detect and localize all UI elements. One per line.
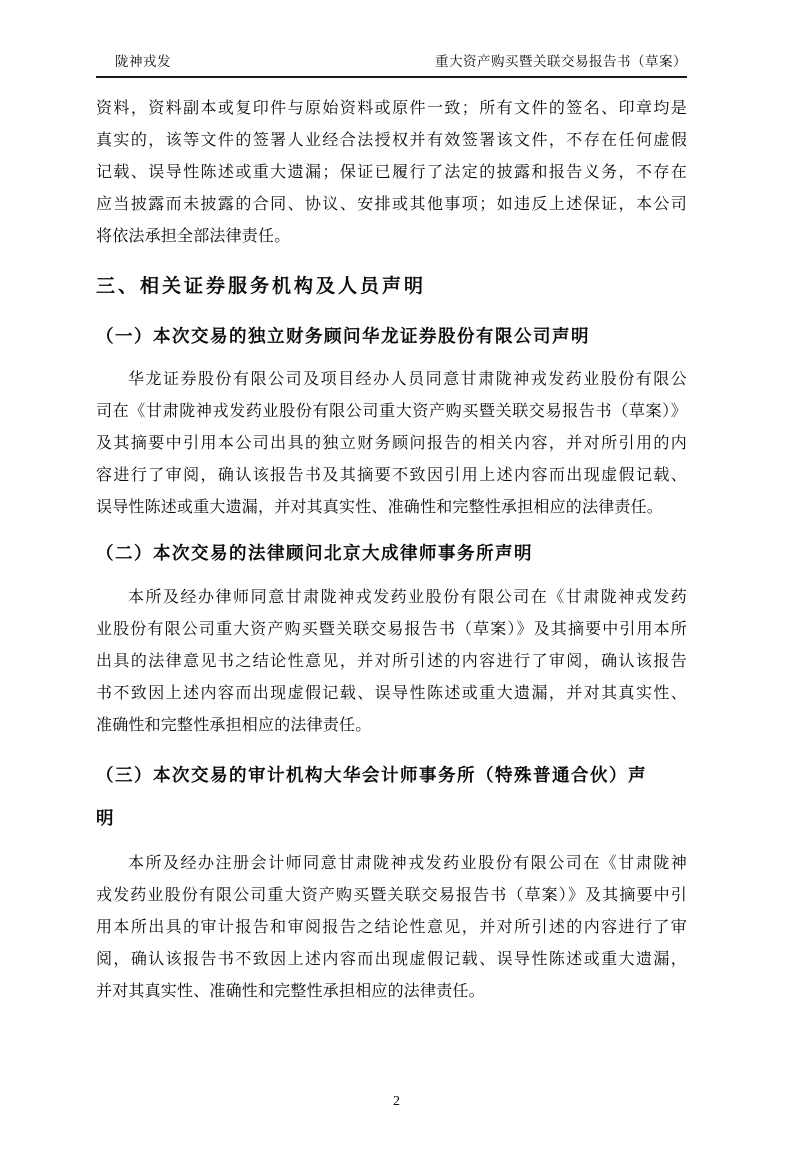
auditor-statement-paragraph — [96, 848, 687, 1008]
paragraph-line: 阅，确认该报告书不致因上述内容而出现虚假记载、误导性陈述或重大遗漏， — [96, 951, 687, 968]
paragraph-line: 记载、误导性陈述或重大遗漏；保证已履行了法定的披露和报告义务，不存在 — [96, 164, 687, 181]
paragraph-line: 资料，资料副本或复印件与原始资料或原件一致；所有文件的签名、印章均是 — [96, 100, 687, 117]
running-header — [96, 54, 687, 78]
subsection-heading-3 — [96, 754, 687, 840]
subsection-heading-2: （二）本次交易的法律顾问北京大成律师事务所声明 — [96, 543, 533, 563]
paragraph-line: 华龙证券股份有限公司及项目经办人员同意甘肃陇神戎发药业股份有限公 — [128, 371, 687, 388]
paragraph-line: 书不致因上述内容而出现虚假记载、误导性陈述或重大遗漏，并对其真实性、 — [96, 685, 687, 702]
paragraph-line: 将依法承担全部法律责任。 — [96, 228, 291, 245]
paragraph-line: 真实的，该等文件的签署人业经合法授权并有效签署该文件，不存在任何虚假 — [96, 132, 687, 149]
paragraph-line: 准确性和完整性承担相应的法律责任。 — [96, 717, 372, 734]
declaration-paragraph — [96, 93, 687, 253]
paragraph-line: 司在《甘肃陇神戎发药业股份有限公司重大资产购买暨关联交易报告书（草案）》 — [96, 403, 687, 420]
paragraph-line: 误导性陈述或重大遗漏，并对其真实性、准确性和完整性承担相应的法律责任。 — [96, 499, 664, 516]
paragraph-line: 出具的法律意见书之结论性意见，并对所引述的内容进行了审阅，确认该报告 — [96, 653, 687, 670]
paragraph-line: 及其摘要中引用本公司出具的独立财务顾问报告的相关内容，并对所引用的内 — [96, 435, 687, 452]
paragraph-line: 本所及经办律师同意甘肃陇神戎发药业股份有限公司在《甘肃陇神戎发药 — [128, 589, 687, 606]
paragraph-line: 用本所出具的审计报告和审阅报告之结论性意见，并对所引述的内容进行了审 — [96, 919, 687, 936]
header-company-name: 陇神戎发 — [115, 54, 171, 69]
paragraph-line: 业股份有限公司重大资产购买暨关联交易报告书（草案）》及其摘要中引用本所 — [96, 621, 687, 638]
document-page — [0, 54, 793, 1176]
subsection-heading-3-line1: （三）本次交易的审计机构大华会计师事务所（特殊普通合伙）声 — [96, 765, 647, 785]
paragraph-line: 本所及经办注册会计师同意甘肃陇神戎发药业股份有限公司在《甘肃陇神 — [128, 855, 687, 872]
subsection-heading-3-line2: 明 — [96, 808, 115, 828]
section-heading-3: 三、相关证券服务机构及人员声明 — [96, 276, 427, 297]
legal-advisor-statement-paragraph — [96, 582, 687, 742]
page-number: 2 — [393, 1094, 400, 1109]
paragraph-line: 并对其真实性、准确性和完整性承担相应的法律责任。 — [96, 983, 485, 1000]
document-content — [0, 54, 793, 1008]
subsection-heading-1: （一）本次交易的独立财务顾问华龙证券股份有限公司声明 — [96, 326, 590, 346]
financial-advisor-statement-paragraph — [96, 364, 687, 524]
paragraph-line: 戎发药业股份有限公司重大资产购买暨关联交易报告书（草案）》及其摘要中引 — [96, 887, 687, 904]
header-report-title: 重大资产购买暨关联交易报告书（草案） — [435, 54, 687, 69]
paragraph-line: 应当披露而未披露的合同、协议、安排或其他事项；如违反上述保证，本公司 — [96, 196, 687, 213]
paragraph-line: 容进行了审阅，确认该报告书及其摘要不致因引用上述内容而出现虚假记载、 — [96, 467, 687, 484]
